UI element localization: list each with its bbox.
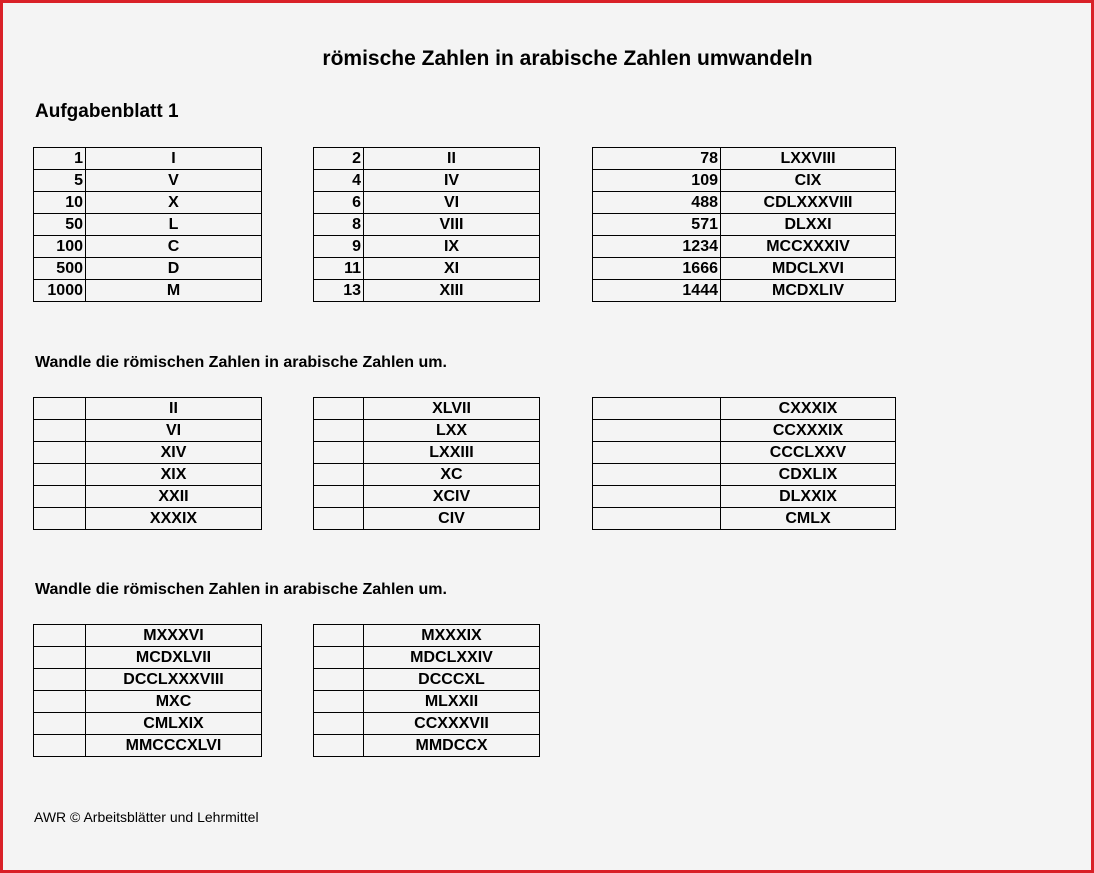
answer-cell[interactable]	[34, 625, 86, 647]
exercise-1-table-2	[313, 397, 540, 530]
roman-numeral-cell: DLXXI	[721, 214, 896, 236]
table-row	[593, 258, 896, 280]
roman-numeral-cell: MXC	[86, 691, 262, 713]
roman-numeral-cell: CMLX	[721, 508, 896, 530]
table-row	[34, 486, 262, 508]
answer-cell[interactable]	[34, 420, 86, 442]
roman-numeral-cell: CIX	[721, 170, 896, 192]
table-row	[34, 442, 262, 464]
table-row	[593, 214, 896, 236]
roman-numeral-cell: CCXXXIX	[721, 420, 896, 442]
table-row	[314, 170, 540, 192]
page-title: römische Zahlen in arabische Zahlen umwandeln	[322, 47, 813, 70]
answer-cell[interactable]	[314, 691, 364, 713]
table-row	[314, 214, 540, 236]
arabic-number-cell: 2	[314, 148, 364, 170]
table-row	[314, 647, 540, 669]
roman-numeral-cell: XIII	[364, 280, 540, 302]
table-row	[314, 713, 540, 735]
roman-numeral-cell: DCCLXXXVIII	[86, 669, 262, 691]
roman-numeral-cell: C	[86, 236, 262, 258]
answer-cell[interactable]	[314, 420, 364, 442]
answer-cell[interactable]	[593, 398, 721, 420]
table-row	[34, 170, 262, 192]
table-row	[34, 398, 262, 420]
worksheet-subtitle: Aufgabenblatt 1	[35, 101, 179, 122]
table-row	[314, 442, 540, 464]
table-row	[314, 508, 540, 530]
table-row	[34, 647, 262, 669]
answer-cell[interactable]	[34, 735, 86, 757]
table-row	[593, 420, 896, 442]
table-row	[34, 464, 262, 486]
exercise-1-table-1	[33, 397, 262, 530]
table-row	[593, 192, 896, 214]
table-row	[34, 148, 262, 170]
arabic-number-cell: 1234	[593, 236, 721, 258]
roman-numeral-cell: MMDCCX	[364, 735, 540, 757]
answer-cell[interactable]	[314, 508, 364, 530]
roman-numeral-cell: LXXIII	[364, 442, 540, 464]
answer-cell[interactable]	[34, 669, 86, 691]
roman-numeral-cell: CIV	[364, 508, 540, 530]
exercise-2-instruction: Wandle die römischen Zahlen in arabische Zahlen um.	[35, 581, 447, 598]
table-row	[314, 486, 540, 508]
roman-numeral-cell: II	[364, 148, 540, 170]
arabic-number-cell: 10	[34, 192, 86, 214]
table-row	[34, 669, 262, 691]
table-row	[314, 258, 540, 280]
table-row	[34, 735, 262, 757]
table-row	[34, 280, 262, 302]
roman-numeral-cell: XLVII	[364, 398, 540, 420]
table-row	[314, 280, 540, 302]
answer-cell[interactable]	[34, 486, 86, 508]
roman-numeral-cell: VI	[86, 420, 262, 442]
table-row	[593, 508, 896, 530]
table-row	[314, 398, 540, 420]
answer-cell[interactable]	[34, 713, 86, 735]
answer-cell[interactable]	[593, 486, 721, 508]
table-row	[34, 691, 262, 713]
roman-numeral-cell: M	[86, 280, 262, 302]
answer-cell[interactable]	[34, 647, 86, 669]
table-row	[314, 148, 540, 170]
roman-numeral-cell: L	[86, 214, 262, 236]
table-row	[34, 420, 262, 442]
roman-numeral-cell: LXXVIII	[721, 148, 896, 170]
table-row	[314, 735, 540, 757]
answer-cell[interactable]	[314, 713, 364, 735]
arabic-number-cell: 78	[593, 148, 721, 170]
roman-numeral-cell: I	[86, 148, 262, 170]
roman-numeral-cell: CCCLXXV	[721, 442, 896, 464]
arabic-number-cell: 50	[34, 214, 86, 236]
roman-numeral-cell: XC	[364, 464, 540, 486]
roman-numeral-cell: XXII	[86, 486, 262, 508]
arabic-number-cell: 13	[314, 280, 364, 302]
roman-numeral-cell: MCDXLIV	[721, 280, 896, 302]
arabic-number-cell: 500	[34, 258, 86, 280]
arabic-number-cell: 109	[593, 170, 721, 192]
roman-numeral-cell: D	[86, 258, 262, 280]
roman-numeral-cell: MCDXLVII	[86, 647, 262, 669]
roman-numeral-cell: CCXXXVII	[364, 713, 540, 735]
roman-numeral-cell: IX	[364, 236, 540, 258]
roman-numeral-cell: XCIV	[364, 486, 540, 508]
roman-numeral-cell: XIV	[86, 442, 262, 464]
answer-cell[interactable]	[314, 647, 364, 669]
table-row	[593, 398, 896, 420]
roman-numeral-cell: CXXXIX	[721, 398, 896, 420]
answer-cell[interactable]	[34, 691, 86, 713]
table-row	[314, 236, 540, 258]
roman-numeral-cell: VIII	[364, 214, 540, 236]
roman-numeral-cell: XXXIX	[86, 508, 262, 530]
table-row	[34, 258, 262, 280]
roman-numeral-cell: LXX	[364, 420, 540, 442]
table-row	[314, 691, 540, 713]
answer-cell[interactable]	[34, 398, 86, 420]
roman-numeral-cell: CMLXIX	[86, 713, 262, 735]
table-row	[314, 669, 540, 691]
arabic-number-cell: 5	[34, 170, 86, 192]
table-row	[314, 420, 540, 442]
roman-numeral-cell: IV	[364, 170, 540, 192]
table-row	[593, 486, 896, 508]
roman-numeral-cell: MLXXII	[364, 691, 540, 713]
answer-cell[interactable]	[593, 464, 721, 486]
table-row	[593, 236, 896, 258]
answer-cell[interactable]	[34, 508, 86, 530]
answer-cell[interactable]	[314, 464, 364, 486]
table-row	[593, 170, 896, 192]
answer-cell[interactable]	[314, 486, 364, 508]
roman-numeral-cell: CDXLIX	[721, 464, 896, 486]
table-row	[314, 192, 540, 214]
roman-numeral-cell: XIX	[86, 464, 262, 486]
arabic-number-cell: 1666	[593, 258, 721, 280]
arabic-number-cell: 1	[34, 148, 86, 170]
table-row	[34, 508, 262, 530]
exercise-2-table-1	[33, 624, 262, 757]
answer-cell[interactable]	[314, 398, 364, 420]
roman-numeral-cell: X	[86, 192, 262, 214]
exercise-1-table-3	[592, 397, 896, 530]
table-row	[593, 442, 896, 464]
arabic-number-cell: 100	[34, 236, 86, 258]
table-row	[34, 713, 262, 735]
reference-table-2	[313, 147, 540, 302]
table-row	[314, 464, 540, 486]
arabic-number-cell: 488	[593, 192, 721, 214]
answer-cell[interactable]	[593, 508, 721, 530]
roman-numeral-cell: XI	[364, 258, 540, 280]
arabic-number-cell: 1444	[593, 280, 721, 302]
roman-numeral-cell: II	[86, 398, 262, 420]
answer-cell[interactable]	[34, 442, 86, 464]
roman-numeral-cell: MXXXVI	[86, 625, 262, 647]
table-row	[34, 236, 262, 258]
answer-cell[interactable]	[314, 735, 364, 757]
arabic-number-cell: 9	[314, 236, 364, 258]
roman-numeral-cell: MDCLXVI	[721, 258, 896, 280]
answer-cell[interactable]	[593, 442, 721, 464]
roman-numeral-cell: MXXXIX	[364, 625, 540, 647]
roman-numeral-cell: MDCLXXIV	[364, 647, 540, 669]
table-row	[593, 280, 896, 302]
arabic-number-cell: 4	[314, 170, 364, 192]
roman-numeral-cell: MMCCCXLVI	[86, 735, 262, 757]
answer-cell[interactable]	[314, 625, 364, 647]
table-row	[34, 214, 262, 236]
footer-copyright: AWR © Arbeitsblätter und Lehrmittel	[34, 809, 259, 825]
answer-cell[interactable]	[314, 669, 364, 691]
arabic-number-cell: 11	[314, 258, 364, 280]
arabic-number-cell: 8	[314, 214, 364, 236]
reference-table-1	[33, 147, 262, 302]
roman-numeral-cell: MCCXXXIV	[721, 236, 896, 258]
roman-numeral-cell: CDLXXXVIII	[721, 192, 896, 214]
roman-numeral-cell: VI	[364, 192, 540, 214]
roman-numeral-cell: DCCCXL	[364, 669, 540, 691]
roman-numeral-cell: DLXXIX	[721, 486, 896, 508]
table-row	[34, 192, 262, 214]
reference-table-3	[592, 147, 896, 302]
table-row	[593, 464, 896, 486]
arabic-number-cell: 6	[314, 192, 364, 214]
table-row	[314, 625, 540, 647]
answer-cell[interactable]	[314, 442, 364, 464]
roman-numeral-cell: V	[86, 170, 262, 192]
exercise-1-instruction: Wandle die römischen Zahlen in arabische Zahlen um.	[35, 354, 447, 371]
table-row	[34, 625, 262, 647]
table-row	[593, 148, 896, 170]
arabic-number-cell: 571	[593, 214, 721, 236]
answer-cell[interactable]	[34, 464, 86, 486]
arabic-number-cell: 1000	[34, 280, 86, 302]
answer-cell[interactable]	[593, 420, 721, 442]
exercise-2-table-2	[313, 624, 540, 757]
